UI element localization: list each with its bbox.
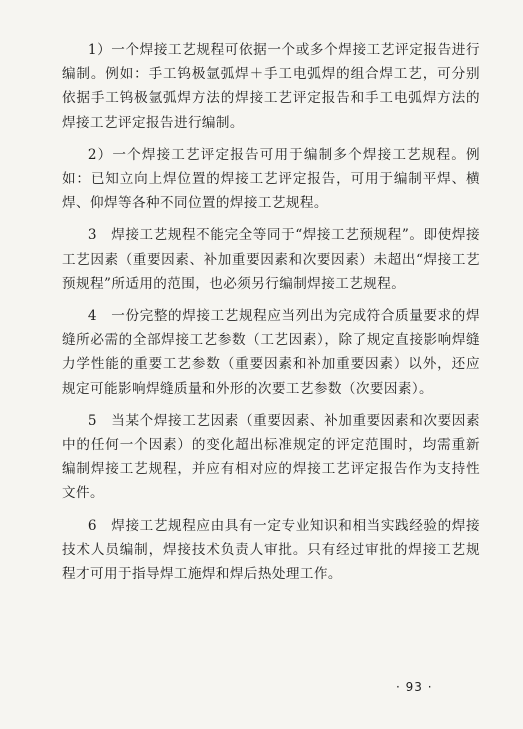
paragraph-6: 6 焊接工艺规程应由具有一定专业知识和相当实践经验的焊接技术人员编制，焊接技术负责人审批。只有经过审批的焊接工艺规程才可用于指导焊工施焊和焊后热处理工作。 xyxy=(62,517,480,583)
paragraph-5: 5 当某个焊接工艺因素（重要因素、补加重要因素和次要因素中的任何一个因素）的变化超出标准规定的评定范围时，均需重新编制焊接工艺规程，并应有相对应的焊接工艺评定报告作为支持性文件。 xyxy=(62,412,480,502)
paragraph-4: 4 一份完整的焊接工艺规程应当列出为完成符合质量要求的焊缝所必需的全部焊接工艺参数（工艺因素），除了规定直接影响焊缝力学性能的重要工艺参数（重要因素和补加重要因素）以外，还应规定可能影响焊缝质量和外形的次要工艺参数（次要因素）。 xyxy=(62,308,480,397)
paragraph-2: 2）一个焊接工艺评定报告可用于编制多个焊接工艺规程。例如：已知立向上焊位置的焊接工艺评定报告，可用于编制平焊、横焊、仰焊等各种不同位置的焊接工艺规程。 xyxy=(62,146,480,212)
body-text xyxy=(62,38,480,594)
page-number: · 93 · xyxy=(396,680,433,694)
paragraph-3: 3 焊接工艺规程不能完全等同于“焊接工艺预规程”。即使焊接工艺因素（重要因素、补加重要因素和次要因素）未超出“焊接工艺预规程”所适用的范围，也必须另行编制焊接工艺规程。 xyxy=(62,227,480,292)
paragraph-1: 1）一个焊接工艺规程可依据一个或多个焊接工艺评定报告进行编制。例如：手工钨极氩弧焊＋手工电弧焊的组合焊工艺，可分别依据手工钨极氩弧焊方法的焊接工艺评定报告和手工电弧焊方法的焊接工艺评定报告进行编制。 xyxy=(62,42,480,131)
